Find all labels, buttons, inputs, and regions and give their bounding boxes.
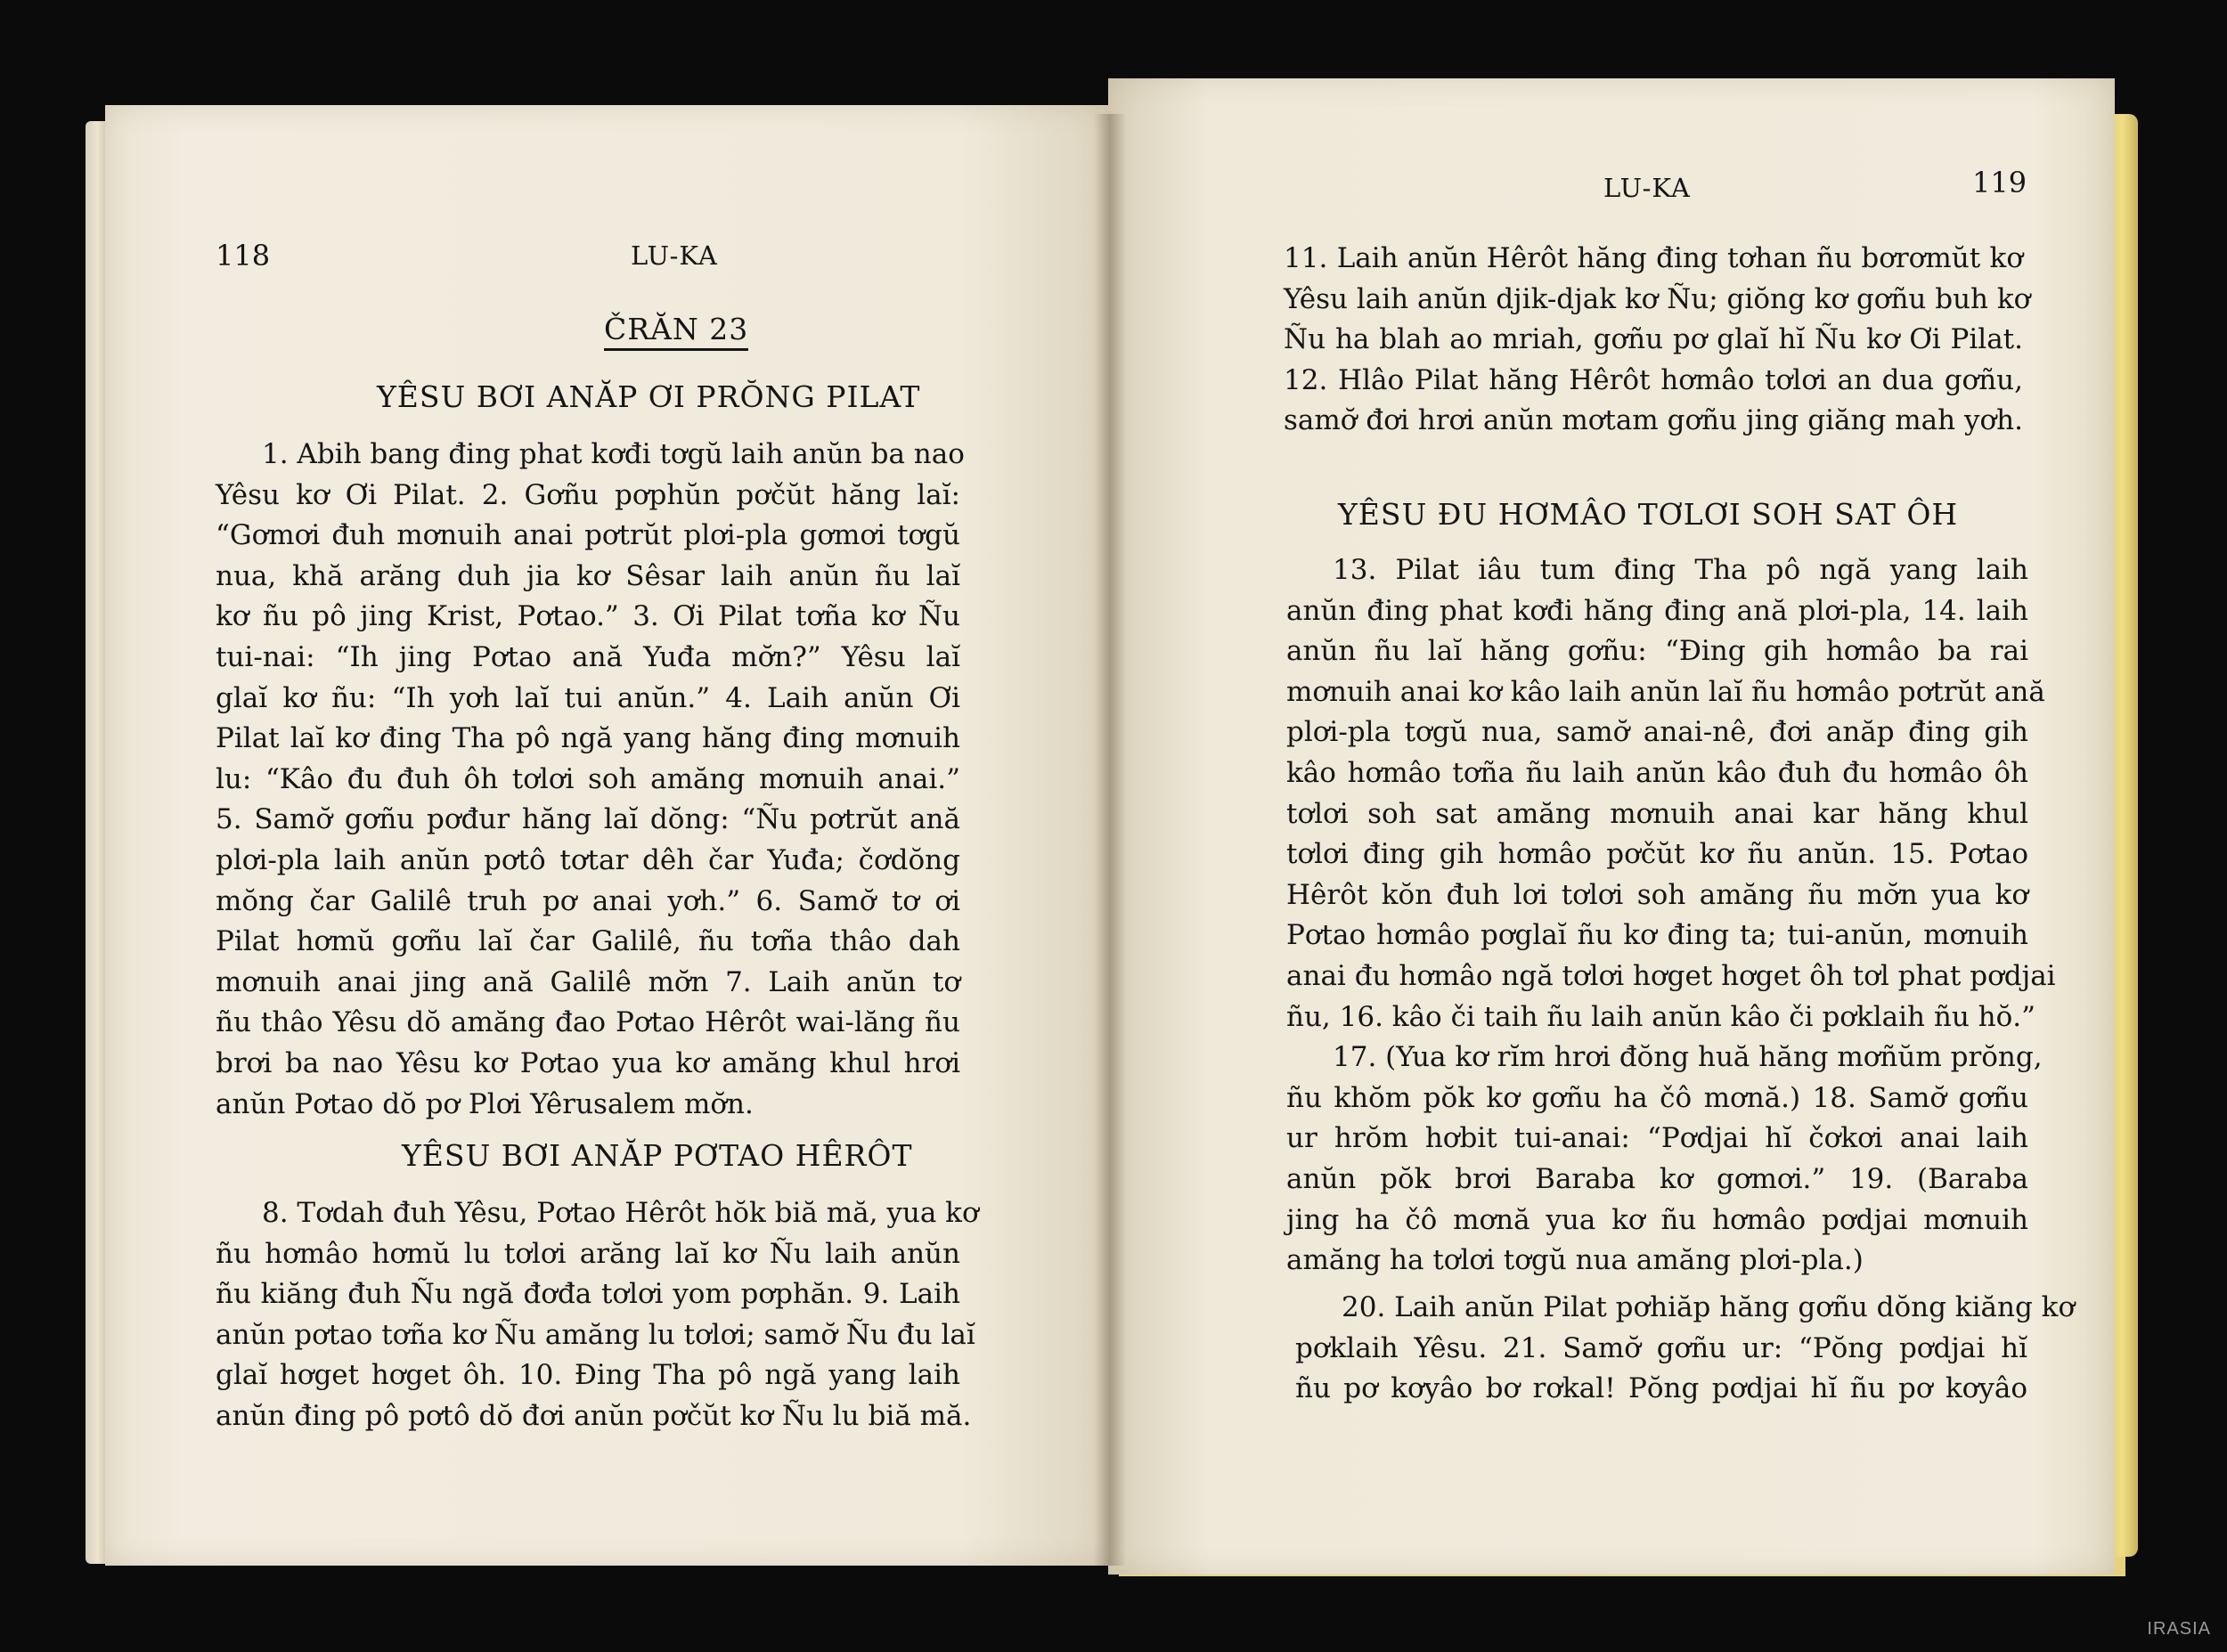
- text-line: ur hrŏm hơbit tui-anai: “Pơdjai hĭ čơkơi anai laih: [1286, 1122, 2028, 1155]
- text-line: 17. (Yua kơ rĭm hrơi đŏng huă hăng mơñŭm prŏng,: [1333, 1041, 2043, 1074]
- section-text: [216, 435, 965, 1125]
- text-line: jing ha čô mơnă yua kơ ñu hơmâo pơdjai mơnuih: [1286, 1203, 2028, 1236]
- page-number: 119: [1972, 166, 2027, 199]
- text-line: anŭn đing phat kơđi hăng đing ană plơi-pla, 14. laih: [1286, 594, 2028, 627]
- section-text: [1295, 1288, 2076, 1410]
- text-line: Hêrôt kŏn đuh lơi tơlơi soh amăng ñu mơ̆n yua kơ: [1286, 878, 2028, 911]
- text-line: plơi-pla laih anŭn pơtô tơtar dêh čar Yuđa; čơdŏng: [216, 843, 960, 876]
- text-line: 8. Tơdah đuh Yêsu, Pơtao Hêrôt hŏk biă mă, yua kơ: [262, 1197, 979, 1229]
- text-line: “Gơmơi đuh mơnuih anai pơtrŭt plơi-pla gơmơi tơgŭ: [216, 519, 960, 552]
- left-page: [105, 105, 1108, 1566]
- text-line: Ñu ha blah ao mriah, gơñu pơ glaĭ hĭ Ñu kơ Ơi Pilat.: [1284, 323, 2023, 356]
- text-line: ñu, 16. kâo či taih ñu laih anŭn kâo či pơklaih ñu hŏ.”: [1286, 1000, 2035, 1033]
- text-line: 13. Pilat iâu tum đing Tha pô ngă yang laih: [1333, 554, 2028, 586]
- text-line: Pilat hơmŭ gơñu laĭ čar Galilê, ñu tơña thâo dah: [216, 925, 960, 958]
- running-head: LU-KA: [1603, 173, 1691, 203]
- text-line: tui-nai: “Ih jing Pơtao ană Yuđa mơ̆n?” Yêsu laĭ: [216, 640, 960, 673]
- text-line: 5. Samơ̆ gơñu pơđur hăng laĭ dŏng: “Ñu pơtrŭt ană: [216, 803, 960, 836]
- text-line: 12. Hlâo Pilat hăng Hêrôt hơmâo tơlơi an dua gơñu,: [1284, 363, 2023, 396]
- text-line: anŭn Pơtao dŏ pơ Plơi Yêrusalem mơ̆n.: [216, 1087, 754, 1120]
- watermark: IRASIA: [2147, 1619, 2211, 1639]
- book-spine: [1094, 114, 1126, 1566]
- text-line: ñu hơmâo hơmŭ lu tơlơi arăng laĭ kơ Ñu laih anŭn: [216, 1237, 960, 1270]
- page-number: 118: [216, 239, 271, 273]
- right-page: [1108, 78, 2115, 1575]
- text-line: anŭn pơtao tơña kơ Ñu amăng lu tơlơi; samơ̆ Ñu đu laĭ: [216, 1318, 975, 1351]
- text-line: Pơtao hơmâo pơglaĭ ñu kơ đing ta; tui-anŭn, mơnuih: [1286, 919, 2028, 952]
- text-line: plơi-pla tơgŭ nua, samơ̆ anai-nê, đơi anăp đing gih: [1286, 716, 2028, 749]
- text-line: 20. Laih anŭn Pilat pơhiăp hăng gơñu dŏng kiăng kơ: [1342, 1291, 2076, 1323]
- text-line: mŏng čar Galilê truh pơ anai yơh.” 6. Samơ̆ tơ ơi: [216, 884, 960, 917]
- text-line: Yêsu laih anŭn djik-djak kơ Ñu; giŏng kơ gơñu buh kơ: [1284, 282, 2031, 315]
- section-text: [1284, 239, 2031, 442]
- open-book: [86, 78, 2143, 1583]
- text-line: ñu kiăng đuh Ñu ngă đơđa tơlơi yom pơphăn. 9. Laih: [216, 1278, 960, 1311]
- text-line: ñu thâo Yêsu dŏ amăng đao Pơtao Hêrôt wai-lăng ñu: [216, 1006, 960, 1039]
- text-line: kâo hơmâo tơña ñu laih anŭn kâo đuh đu hơmâo ôh: [1286, 756, 2028, 789]
- text-line: nua, khă arăng duh jia kơ Sêsar laih anŭn ñu laĭ: [216, 559, 960, 592]
- section-text: [1286, 550, 2056, 1282]
- text-line: glaĭ kơ ñu: “Ih yơh laĭ tui anŭn.” 4. Laih anŭn Ơi: [216, 681, 960, 714]
- text-line: kơ ñu pô jing Krist, Pơtao.” 3. Ơi Pilat tơña kơ Ñu: [216, 600, 960, 633]
- text-line: amăng ha tơlơi tơgŭ nua amăng plơi-pla.): [1286, 1244, 1864, 1277]
- text-line: glaĭ hơget hơget ôh. 10. Đing Tha pô ngă yang laih: [216, 1359, 960, 1392]
- section-text: [216, 1193, 979, 1437]
- text-line: 11. Laih anŭn Hêrôt hăng đing tơhan ñu bơrơmŭt kơ: [1284, 242, 2023, 274]
- text-line: ñu khŏm pŏk kơ gơñu ha čô mơnă.) 18. Samơ̆ gơñu: [1286, 1081, 2028, 1114]
- text-line: samơ̆ đơi hrơi anŭn mơtam gơñu jing giăng mah yơh.: [1284, 404, 2023, 437]
- section-heading: YÊSU BƠI ANĂP PƠTAO HÊRÔT: [402, 1138, 913, 1173]
- text-line: lu: “Kâo đu đuh ôh tơlơi soh amăng mơnuih anai.”: [216, 762, 960, 795]
- text-line: anŭn ñu laĭ hăng gơñu: “Đing gih hơmâo ba rai: [1286, 635, 2028, 668]
- section-heading: YÊSU ĐU HƠMÂO TƠLƠI SOH SAT ÔH: [1338, 497, 1959, 532]
- text-line: mơnuih anai kơ kâo laih anŭn laĭ ñu hơmâo pơtrŭt ană: [1286, 675, 2045, 708]
- chapter-title: ČRĂN 23: [604, 312, 748, 351]
- text-line: tơlơi đing gih hơmâo pơčŭt kơ ñu anŭn. 15. Pơtao: [1286, 838, 2028, 871]
- section-heading: YÊSU BƠI ANĂP ƠI PRŎNG PILAT: [377, 379, 921, 414]
- text-line: 1. Abih bang đing phat kơđi tơgŭ laih anŭn ba nao: [262, 438, 965, 470]
- text-line: tơlơi soh sat amăng mơnuih anai kar hăng khul: [1286, 797, 2028, 830]
- text-line: Yêsu kơ Ơi Pilat. 2. Gơñu pơphŭn pơčŭt hăng laĭ:: [216, 478, 960, 511]
- text-line: pơklaih Yêsu. 21. Samơ̆ gơñu ur: “Pŏng pơdjai hĭ: [1295, 1331, 2027, 1364]
- text-line: anai đu hơmâo ngă tơlơi hơget hơget ôh tơl phat pơdjai: [1286, 959, 2056, 992]
- text-line: Pilat laĭ kơ đing Tha pô ngă yang hăng đing mơnuih: [216, 722, 960, 755]
- text-line: anŭn pŏk brơi Baraba kơ gơmơi.” 19. (Baraba: [1286, 1162, 2028, 1195]
- text-line: ñu pơ kơyâo bơ rơkal! Pŏng pơdjai hĭ ñu pơ kơyâo: [1295, 1372, 2027, 1405]
- text-line: mơnuih anai jing ană Galilê mơ̆n 7. Laih anŭn tơ: [216, 965, 960, 998]
- running-head: LU-KA: [631, 240, 718, 271]
- text-line: brơi ba nao Yêsu kơ Pơtao yua kơ amăng khul hrơi: [216, 1046, 960, 1079]
- text-line: anŭn đing pô pơtô dŏ đơi anŭn pơčŭt kơ Ñu lu biă mă.: [216, 1399, 972, 1432]
